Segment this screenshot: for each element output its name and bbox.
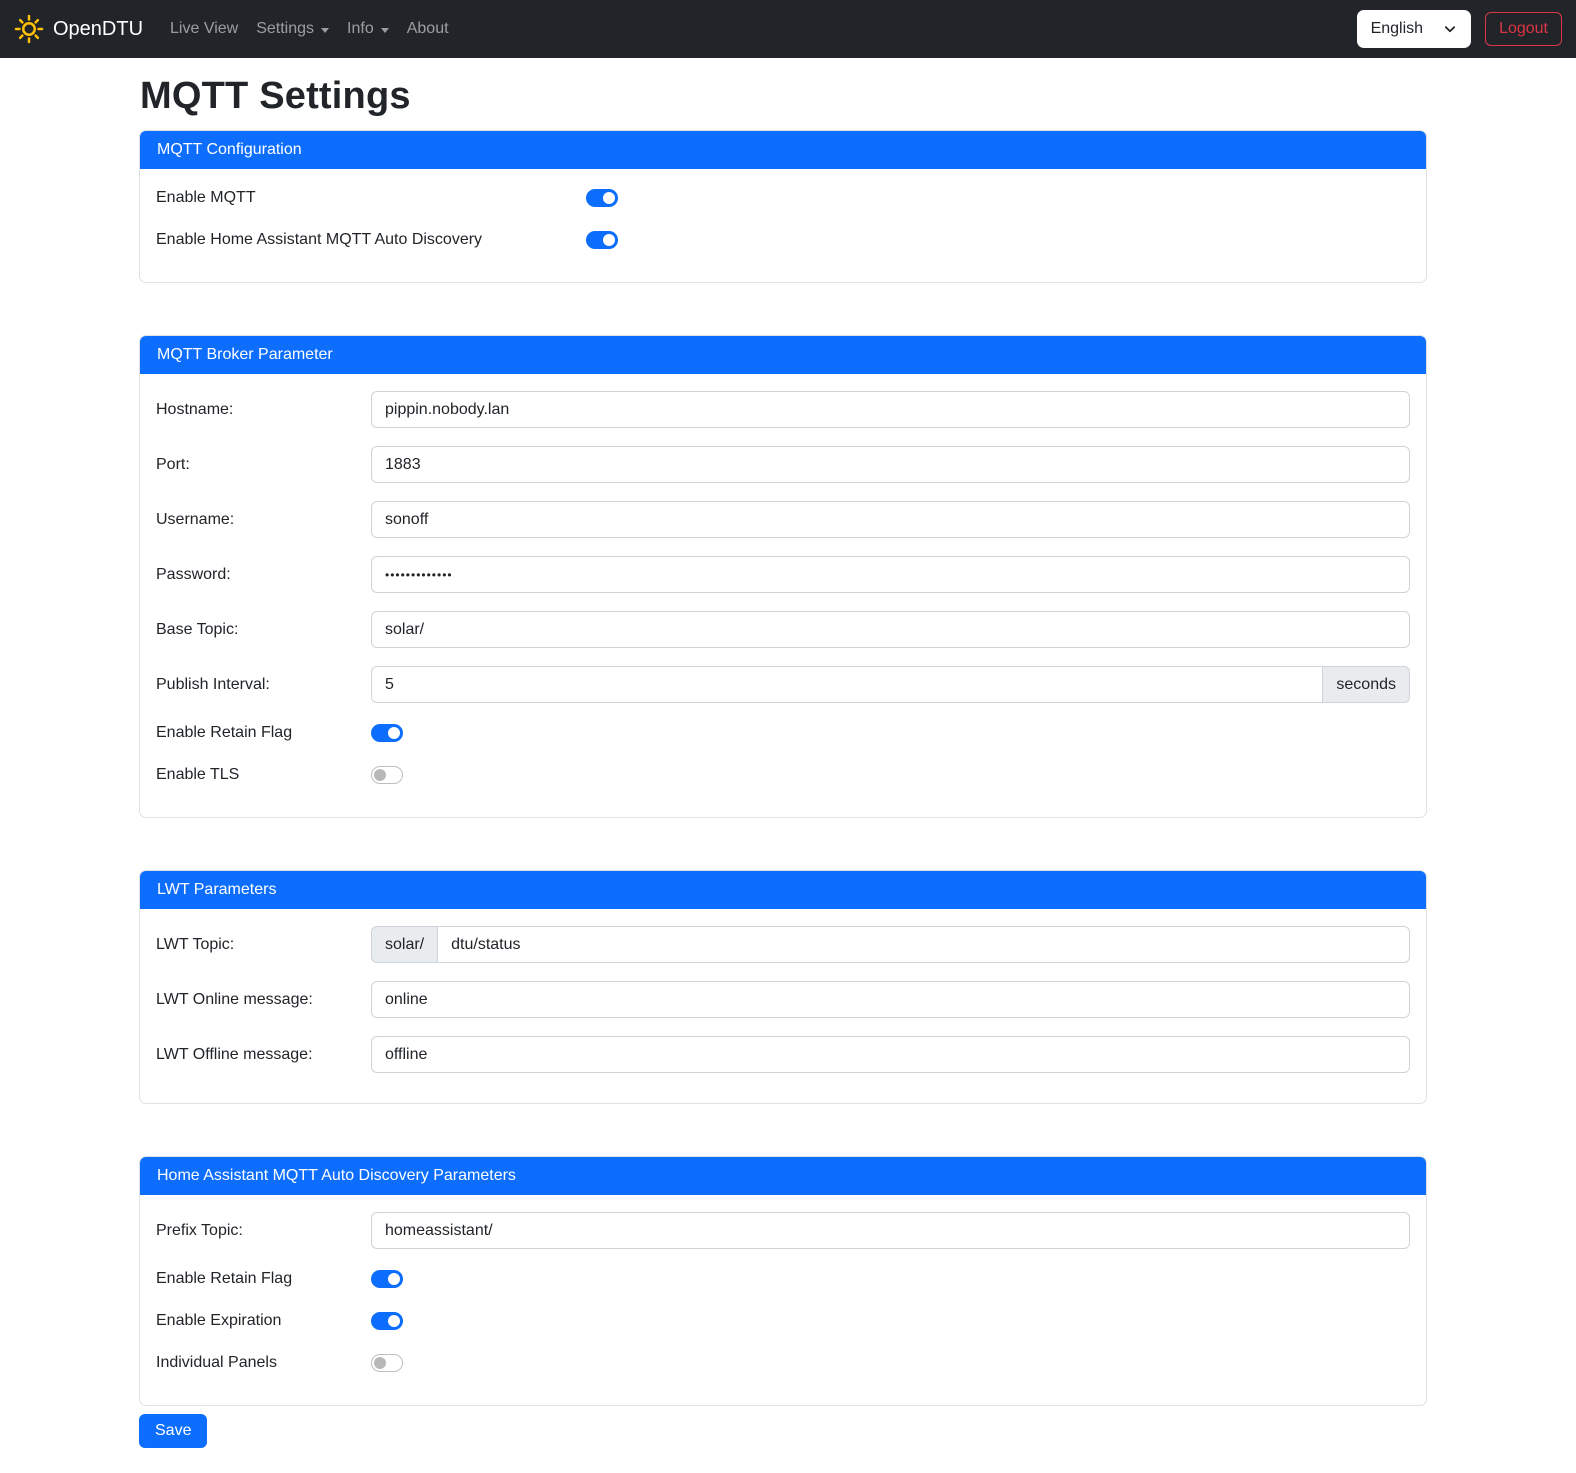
enable-ha-discovery-row: [156, 228, 1410, 252]
nav-item-info-label: Info: [347, 20, 374, 37]
lwt-parameters-card-body: [140, 909, 1426, 1103]
base-topic-label: Base Topic:: [156, 620, 239, 638]
publish-interval-group: [371, 666, 1410, 703]
lwt-online-label: LWT Online message:: [156, 990, 313, 1008]
enable-mqtt-row: [156, 186, 1410, 210]
password-row: [156, 556, 1410, 593]
ha-enable-expiration-label: Enable Expiration: [156, 1312, 282, 1329]
mqtt-configuration-card-body: [140, 169, 1426, 282]
individual-panels-label: Individual Panels: [156, 1354, 277, 1371]
enable-tls-row: [156, 763, 1410, 787]
password-label: Password:: [156, 565, 231, 583]
ha-discovery-card-body: [140, 1195, 1426, 1405]
main-content: [139, 75, 1427, 1473]
ha-enable-expiration-row: [156, 1309, 1410, 1333]
individual-panels-row: [156, 1351, 1410, 1375]
lwt-topic-prefix: solar/: [371, 926, 437, 963]
navbar: [0, 0, 1576, 58]
chevron-down-icon: [381, 28, 389, 33]
hostname-input[interactable]: [371, 391, 1410, 428]
enable-mqtt-toggle[interactable]: [586, 189, 618, 207]
lwt-online-input[interactable]: [371, 981, 1410, 1018]
chevron-down-icon: [321, 28, 329, 33]
mqtt-broker-card: [139, 335, 1427, 818]
publish-interval-label: Publish Interval:: [156, 675, 270, 693]
ha-enable-retain-flag-toggle[interactable]: [371, 1270, 403, 1288]
ha-discovery-card: [139, 1156, 1427, 1406]
enable-retain-flag-row: [156, 721, 1410, 745]
publish-interval-input[interactable]: [371, 666, 1323, 703]
nav-menu: [161, 12, 458, 46]
ha-enable-retain-flag-label: Enable Retain Flag: [156, 1270, 293, 1287]
enable-ha-discovery-toggle[interactable]: [586, 231, 618, 249]
prefix-topic-input[interactable]: [371, 1212, 1410, 1249]
navbar-right: [1357, 10, 1562, 48]
password-input[interactable]: [371, 556, 1410, 593]
lwt-offline-row: [156, 1036, 1410, 1073]
nav-item-settings[interactable]: [247, 12, 338, 46]
lwt-parameters-card: [139, 870, 1427, 1104]
username-row: [156, 501, 1410, 538]
username-input[interactable]: [371, 501, 1410, 538]
enable-mqtt-label: Enable MQTT: [156, 189, 256, 206]
prefix-topic-label: Prefix Topic:: [156, 1221, 243, 1239]
lwt-topic-input[interactable]: [437, 926, 1410, 963]
enable-ha-discovery-label: Enable Home Assistant MQTT Auto Discovery: [156, 231, 483, 248]
save-button[interactable]: Save: [139, 1414, 207, 1448]
save-area: [139, 1414, 1427, 1473]
publish-interval-unit: seconds: [1323, 666, 1410, 703]
lwt-topic-row: [156, 926, 1410, 963]
chevron-down-icon: [1443, 22, 1457, 36]
ha-discovery-card-header: Home Assistant MQTT Auto Discovery Parameters: [140, 1157, 1426, 1195]
ha-enable-retain-flag-row: [156, 1267, 1410, 1291]
nav-item-about-label: About: [406, 20, 449, 37]
enable-tls-toggle[interactable]: [371, 766, 403, 784]
nav-item-live-view-label: Live View: [170, 20, 239, 37]
individual-panels-toggle[interactable]: [371, 1354, 403, 1372]
mqtt-broker-card-body: [140, 374, 1426, 817]
mqtt-configuration-card: [139, 130, 1427, 283]
lwt-parameters-card-header: LWT Parameters: [140, 871, 1426, 909]
lwt-online-row: [156, 981, 1410, 1018]
language-select-value: English: [1370, 20, 1424, 37]
lwt-offline-input[interactable]: [371, 1036, 1410, 1073]
prefix-topic-row: [156, 1212, 1410, 1249]
lwt-offline-label: LWT Offline message:: [156, 1045, 313, 1063]
enable-tls-label: Enable TLS: [156, 766, 240, 783]
hostname-row: [156, 391, 1410, 428]
nav-item-info[interactable]: [338, 12, 398, 46]
lwt-topic-label: LWT Topic:: [156, 935, 235, 953]
port-input[interactable]: [371, 446, 1410, 483]
enable-retain-flag-label: Enable Retain Flag: [156, 724, 293, 741]
username-label: Username:: [156, 510, 235, 528]
brand-label: OpenDTU: [53, 17, 144, 40]
ha-enable-expiration-toggle[interactable]: [371, 1312, 403, 1330]
port-label: Port:: [156, 455, 190, 473]
sun-icon: [14, 14, 44, 44]
publish-interval-row: [156, 666, 1410, 703]
base-topic-row: [156, 611, 1410, 648]
language-select[interactable]: [1357, 10, 1471, 48]
mqtt-configuration-card-header: MQTT Configuration: [140, 131, 1426, 169]
logout-button[interactable]: Logout: [1485, 12, 1562, 46]
port-row: [156, 446, 1410, 483]
brand-link[interactable]: [14, 14, 143, 44]
enable-retain-flag-toggle[interactable]: [371, 724, 403, 742]
base-topic-input[interactable]: [371, 611, 1410, 648]
nav-item-live-view[interactable]: [161, 12, 247, 46]
hostname-label: Hostname:: [156, 400, 234, 418]
nav-item-about[interactable]: [398, 12, 458, 46]
nav-item-settings-label: Settings: [256, 20, 315, 37]
mqtt-broker-card-header: MQTT Broker Parameter: [140, 336, 1426, 374]
lwt-topic-group: [371, 926, 1410, 963]
page-title: MQTT Settings: [140, 75, 411, 117]
